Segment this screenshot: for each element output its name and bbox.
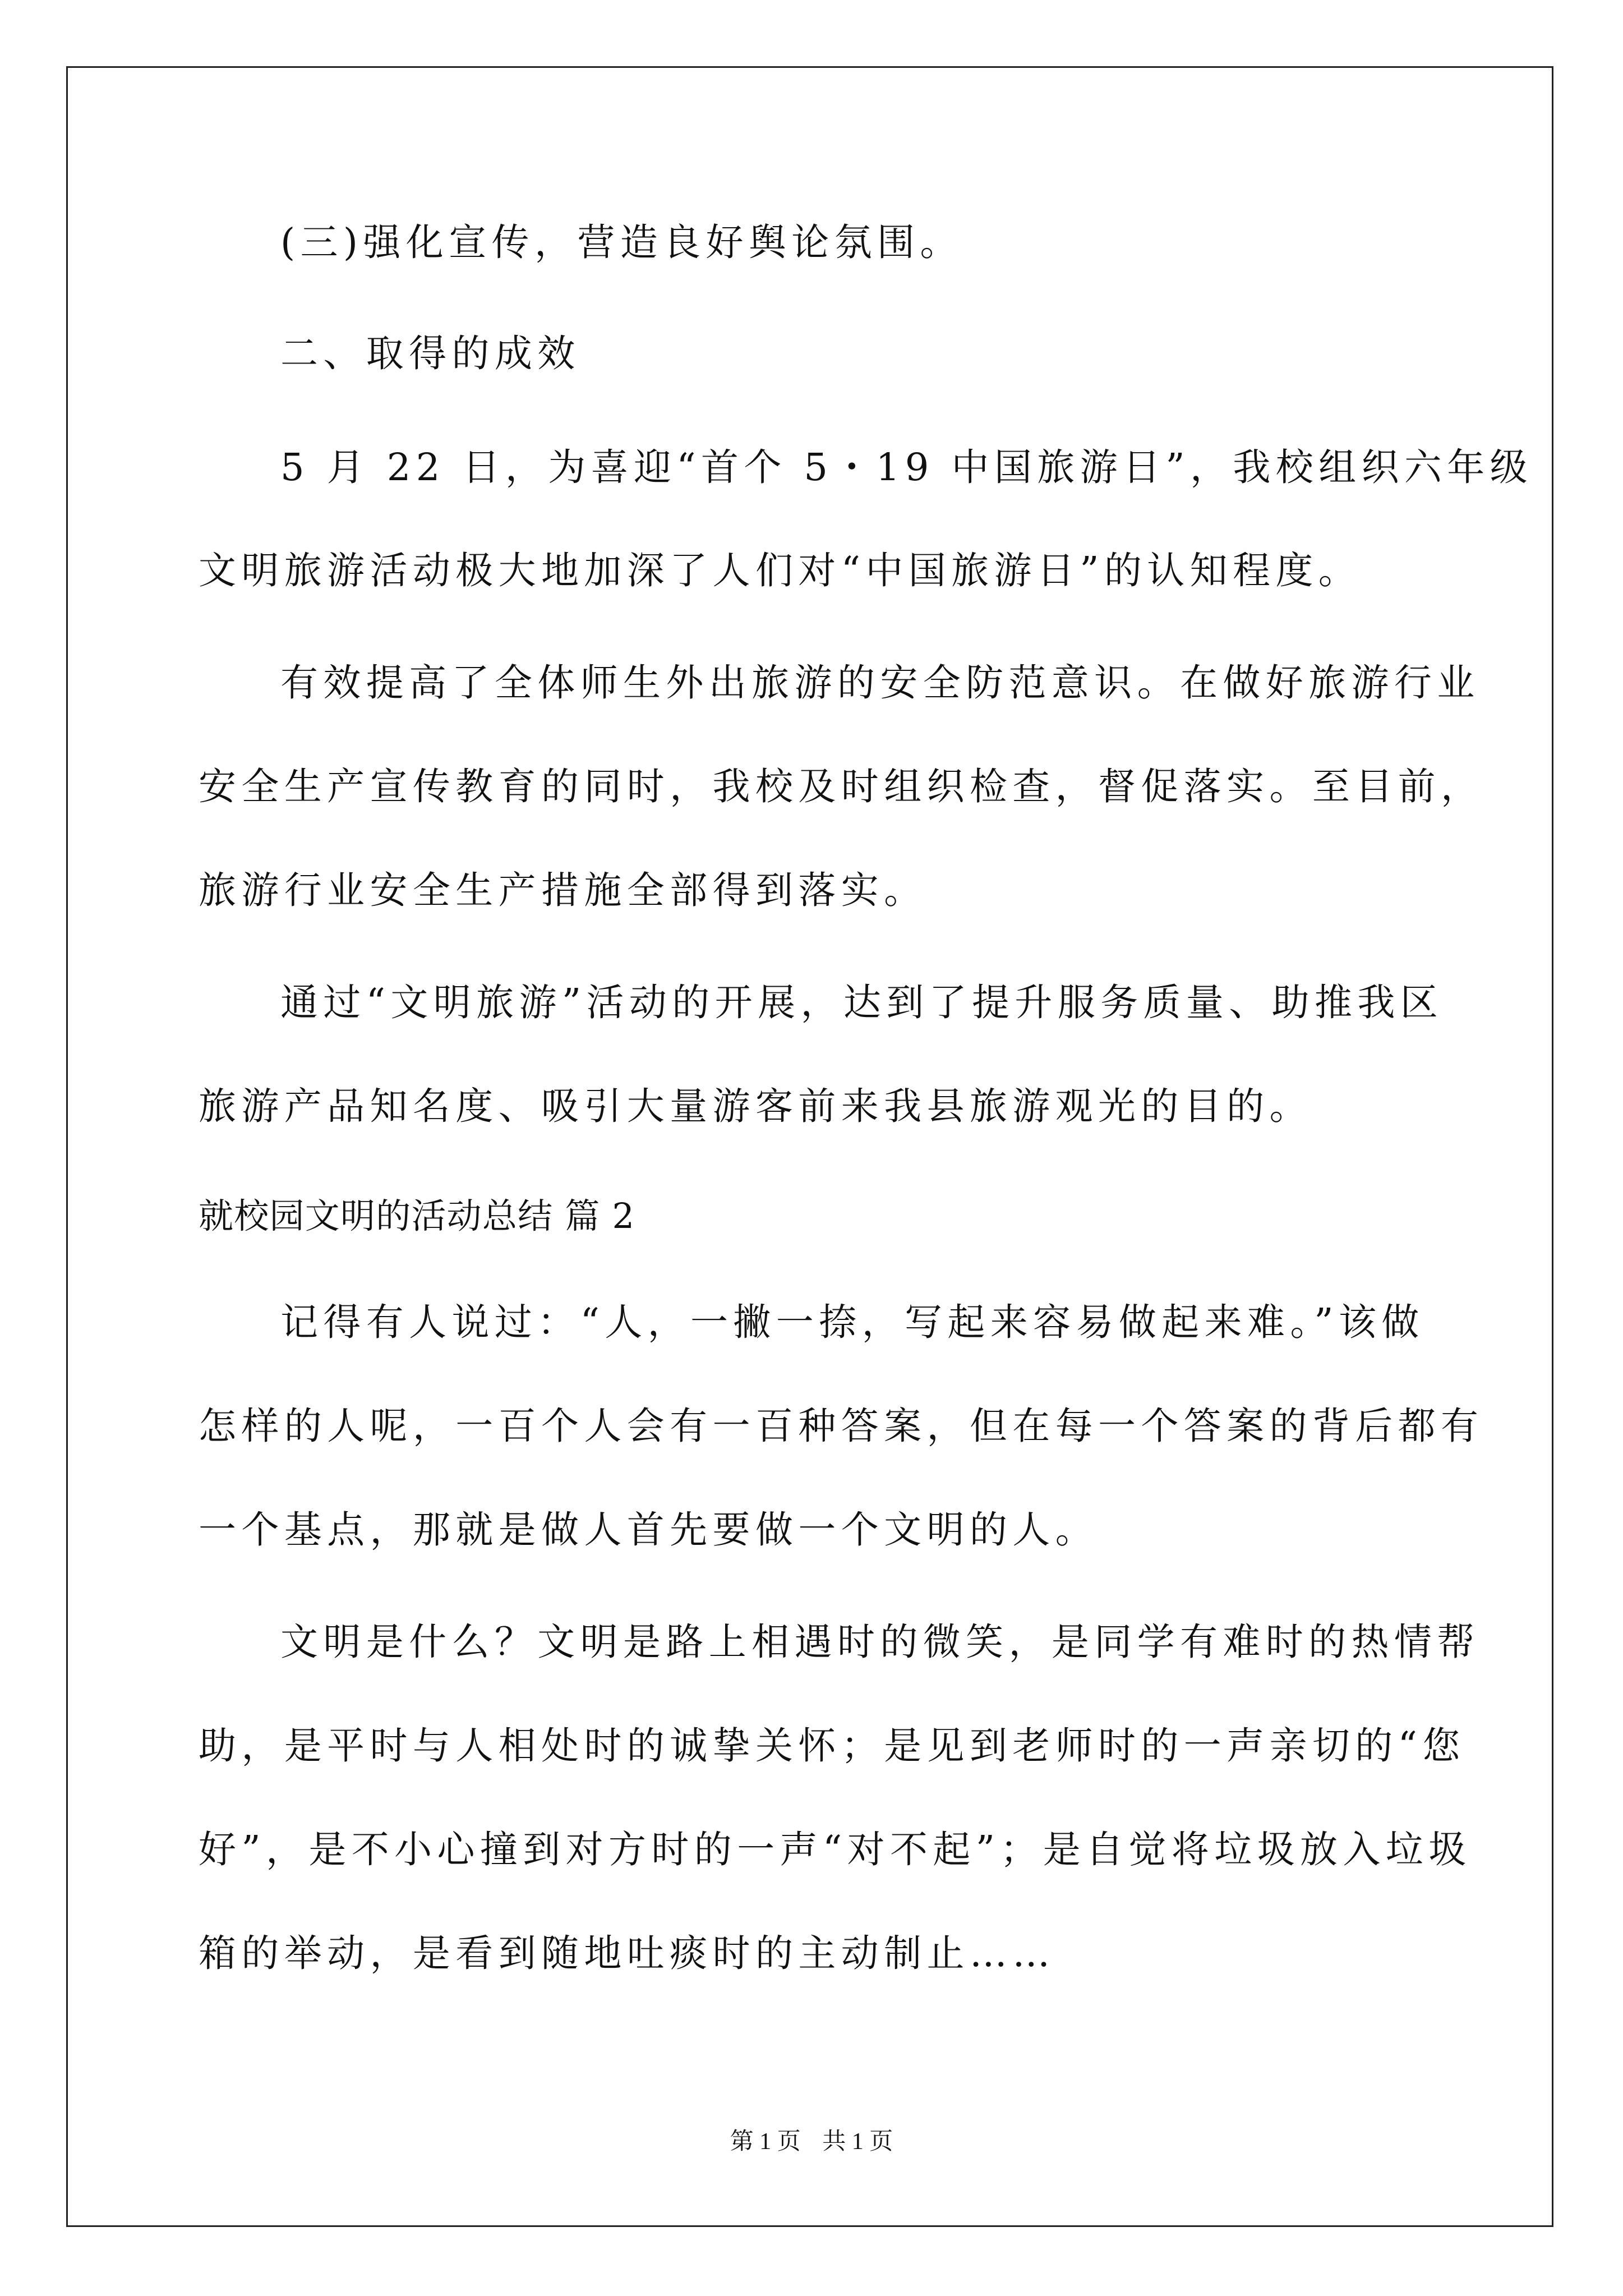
paragraph-line: 通过“文明旅游”活动的开展，达到了提升服务质量、助推我区	[280, 981, 1444, 1024]
paragraph-line: 旅游产品知名度、吸引大量游客前来我县旅游观光的目的。	[199, 1084, 1312, 1128]
section-heading: 二、取得的成效	[280, 332, 580, 375]
paragraph-line: 文明是什么？文明是路上相遇时的微笑，是同学有难时的热情帮	[280, 1620, 1480, 1664]
paragraph-line: 5 月 22 日，为喜迎“首个 5・19 中国旅游日”，我校组织六年级	[280, 445, 1533, 489]
page-footer	[0, 2126, 1623, 2157]
paragraph-line: 文明旅游活动极大地加深了人们对“中国旅游日”的认知程度。	[199, 549, 1362, 592]
page-number: 第 1 页	[730, 2129, 801, 2155]
article-heading: 就校园文明的活动总结 篇 2	[199, 1195, 635, 1236]
paragraph-line: (三)强化宣传，营造良好舆论氛围。	[280, 220, 963, 264]
paragraph-line: 助，是平时与人相处时的诚挚关怀；是见到老师时的一声亲切的“您	[199, 1724, 1465, 1768]
paragraph-line: 有效提高了全体师生外出旅游的安全防范意识。在做好旅游行业	[280, 661, 1480, 705]
paragraph-line: 好”，是不小心撞到对方时的一声“对不起”；是自觉将垃圾放入垃圾	[199, 1828, 1472, 1871]
page-total: 共 1 页	[822, 2129, 893, 2155]
page-border	[66, 66, 1553, 2227]
paragraph-line: 安全生产宣传教育的同时，我校及时组织检查，督促落实。至目前，	[199, 765, 1484, 808]
paragraph-line: 记得有人说过：“人，一撇一捺，写起来容易做起来难。”该做	[280, 1300, 1424, 1344]
paragraph-line: 旅游行业安全生产措施全部得到落实。	[199, 868, 927, 912]
paragraph-line: 一个基点，那就是做人首先要做一个文明的人。	[199, 1508, 1098, 1552]
paragraph-line: 怎样的人呢，一百个人会有一百种答案，但在每一个答案的背后都有	[199, 1404, 1484, 1448]
paragraph-line: 箱的举动，是看到随地吐痰时的主动制止……	[199, 1931, 1055, 1975]
